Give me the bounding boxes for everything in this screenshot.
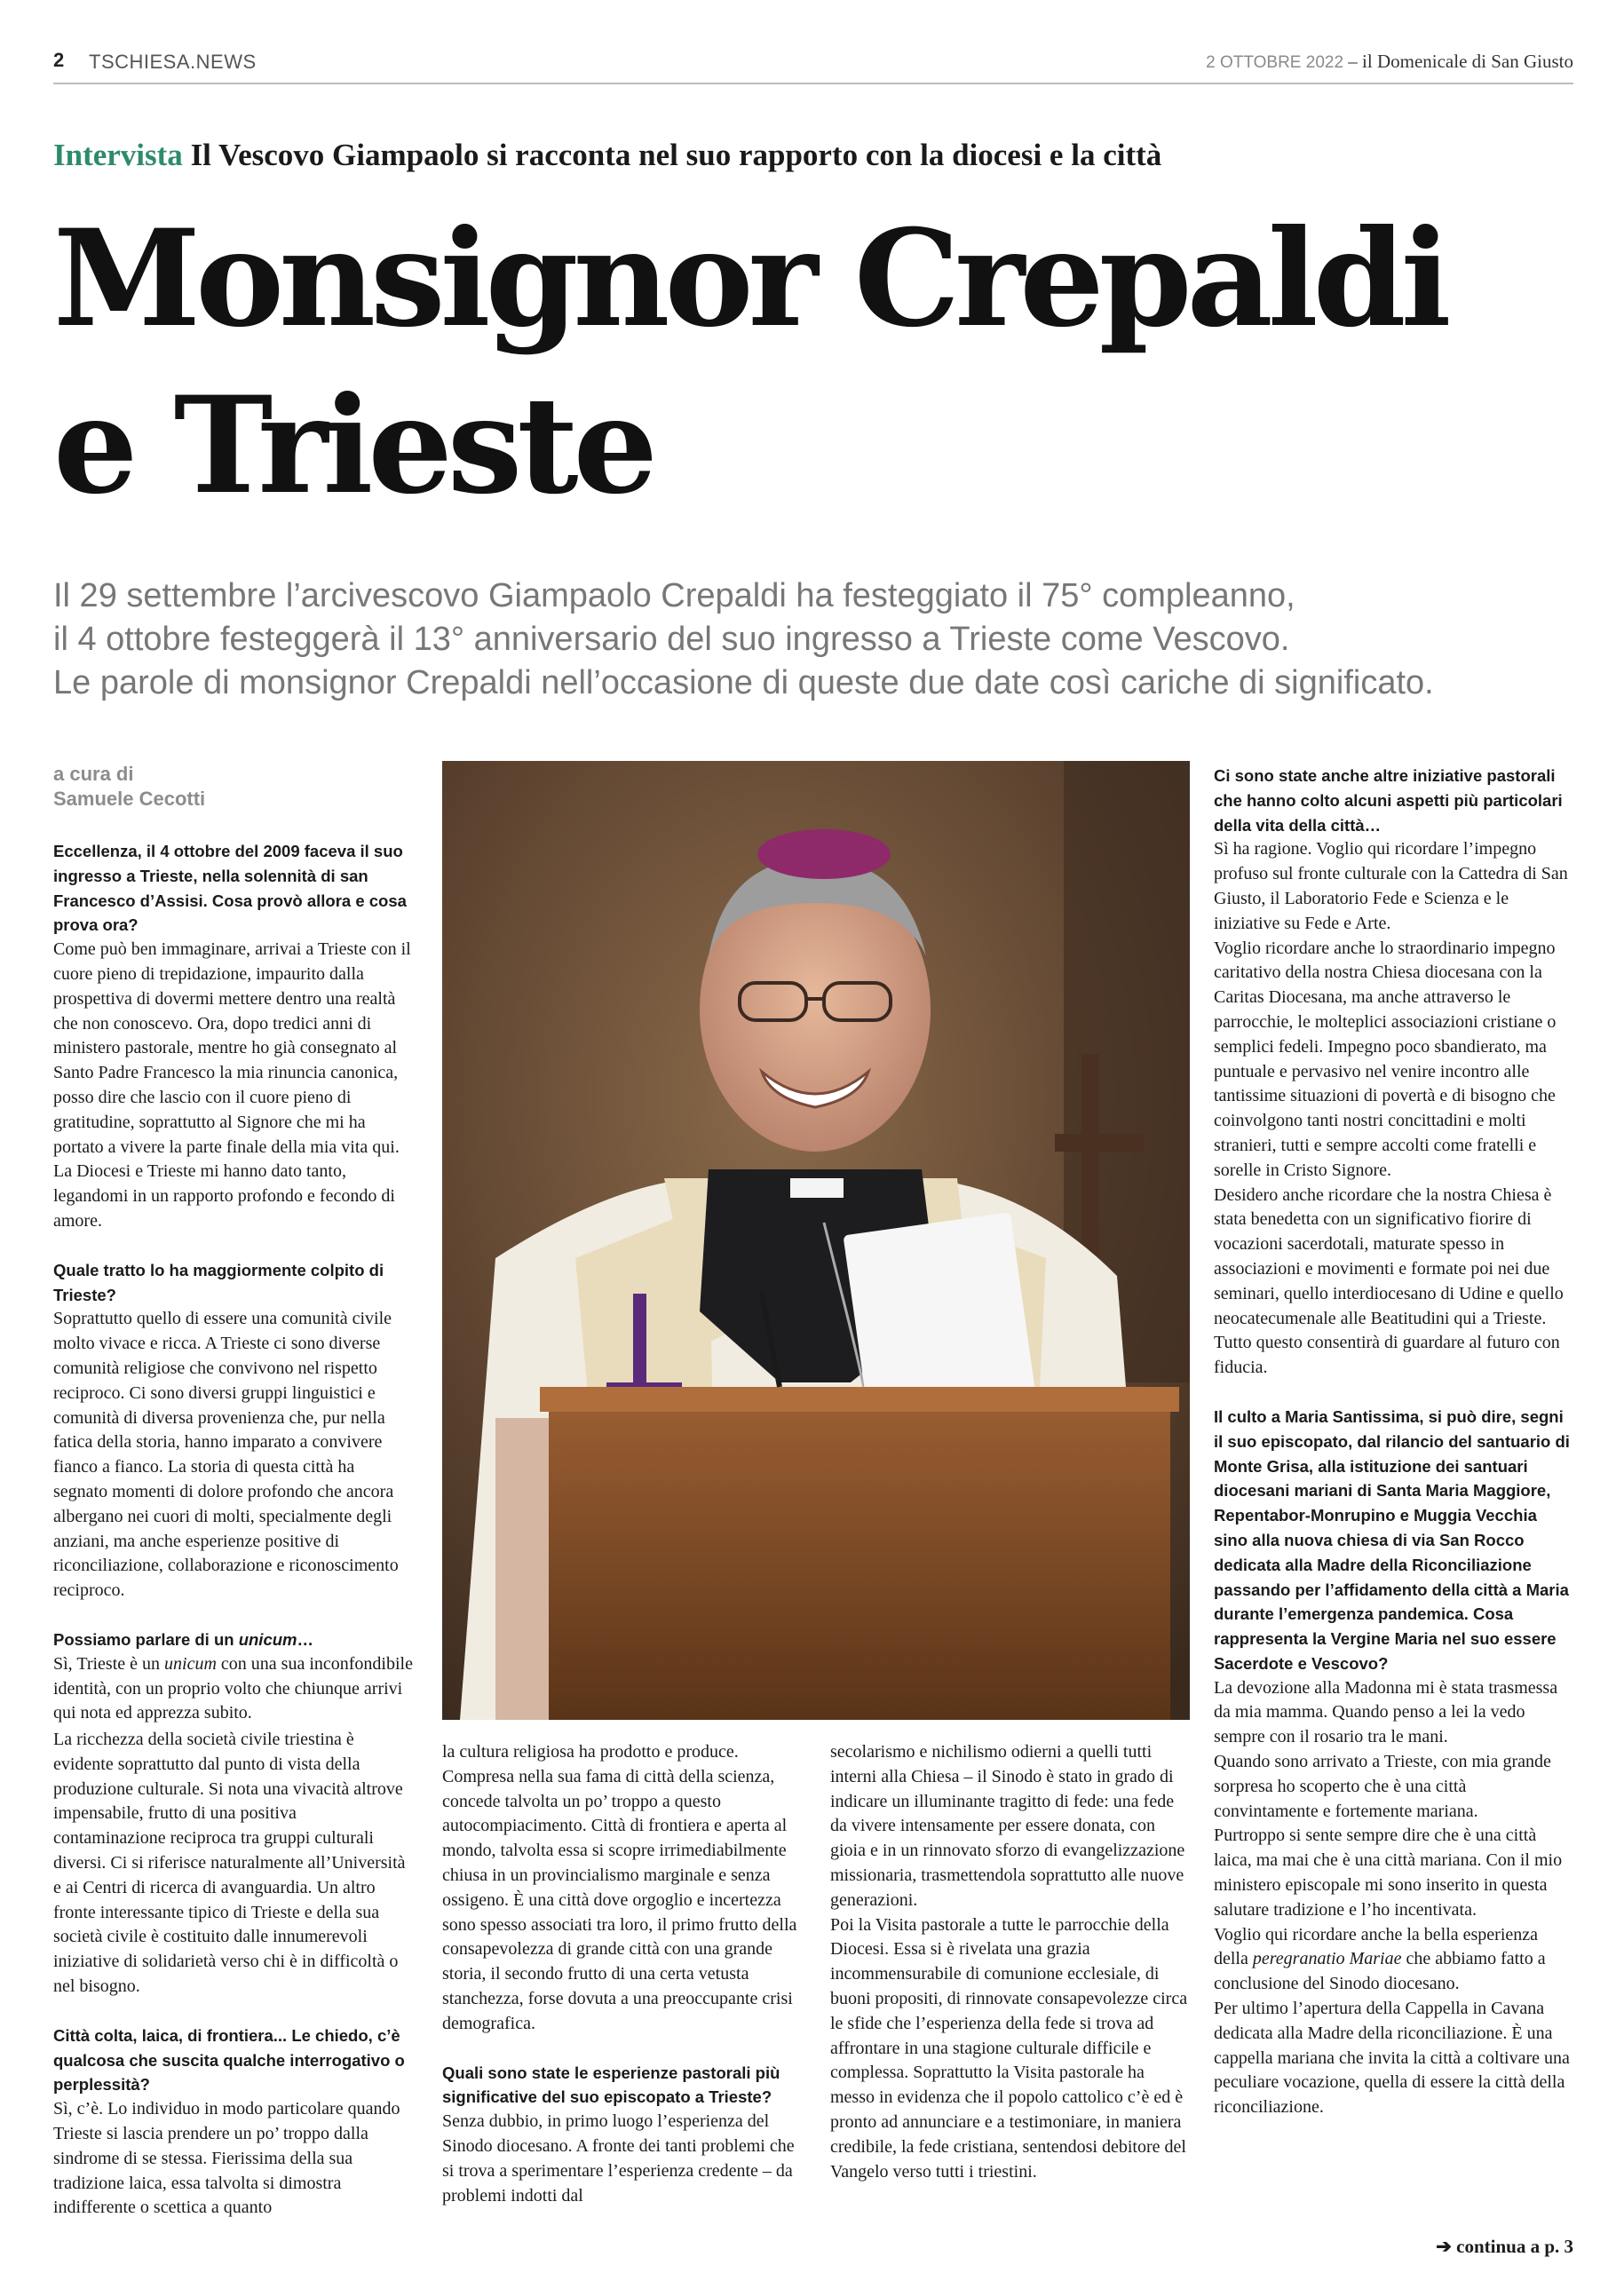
question-4: Città colta, laica, di frontiera... Le chiedo, c’è qualcosa che suscita qualche interrogativo o perplessità? [53,2025,405,2095]
continue-link[interactable]: ➔ continua a p. 3 [1436,2236,1573,2257]
page-number: 2 [53,49,65,71]
question-6: Ci sono state anche altre iniziative pastorali che hanno colto alcuni aspetti più particolari della vita della città… [1214,766,1563,835]
answer-4: Sì, c’è. Lo individuo in modo particolare quando Trieste si lascia prendere un po’ troppo dalla sindrome di se stessa. Fierissima della sua tradizione laica, essa talvolta si dimostra indifferente o scettica a quanto [53,2099,400,2218]
standfirst-line: il 4 ottobre festeggerà il 13° anniversario del suo ingresso a Trieste come Vescovo. [53,621,1290,658]
bishop-photo [442,761,1190,1720]
headline-line-1: Monsignor Crepaldi [53,201,1446,357]
answer-6-paragraph-2: Voglio ricordare anche lo straordinario impegno caritativo della nostra Chiesa diocesana con la Caritas Diocesana, ma anche attraverso le parrocchie, le molteplici associazioni cristiane o semplici fedeli. Impegno poco sbandierato, ma puntuale e pervasivo nel venire incontro alle tantissime situazioni di povertà e di bisogno che coinvolgono tanti nostri concittadini e molti stranieri, tutti e sempre accolti come fratelli e sorelle in Cristo Signore. [1214,938,1557,1180]
article-column-2 [442,1740,802,2208]
publication-name: il Domenicale di San Giusto [1362,51,1573,72]
article-column-4 [1214,764,1573,2120]
article-column-3 [830,1740,1190,2184]
issue-info [1206,51,1573,73]
answer-5-continued: secolarismo e nichilismo odierni a quelli tutti interni alla Chiesa – il Sinodo è stato in grado di indicare un illuminante tragitto di fede: una fede da vivere intensamente per essere donata, con gioia e in un rinnovato sforzo di evangelizzazione missionaria, trasmettendola soprattutto alle nuove generazioni. [830,1742,1185,1910]
answer-2: Soprattutto quello di essere una comunità civile molto vivace e ricca. A Trieste ci sono diverse comunità religiose che convivono nel rispetto reciproco. Ci sono diversi gruppi linguistici e comunità di diversa provenienza che, pur nella fatica della storia, hanno imparato a convivere fianco a fianco. La storia di questa città ha segnato momenti di dolore profondo che ancora albergano nei cuori di molti, specialmente degli anziani, ma anche esperienze positive di riconciliazione, collaborazione e riconoscimento reciproco. [53,1309,399,1601]
answer-5: Senza dubbio, in primo luogo l’esperienza del Sinodo diocesano. A fronte dei tanti problemi che si trova a sperimentare l’esperienza credente – da problemi indotti dal [442,2111,795,2206]
question-5: Quali sono state le esperienze pastorali più significative del suo episcopato a Trieste? [442,2063,780,2107]
byline-author: Samuele Cecotti [53,788,206,810]
question-2: Quale tratto lo ha maggiormente colpito di Trieste? [53,1260,384,1304]
byline [53,762,435,812]
running-header [53,49,1573,84]
byline-prefix: a cura di [53,763,134,785]
answer-7-paragraph-4: Voglio qui ricordare anche la bella esperienza della peregranatio Mariae che abbiamo fatto a conclusione del Sinodo diocesano. [1214,1924,1546,1994]
answer-5-paragraph-2: Poi la Visita pastorale a tutte le parrocchie della Diocesi. Essa si è rivelata una grazia incommensurabile di comunione ecclesiale, di buoni propositi, di rinnovate consapevolezze circa le sfide che l’esperienza della fede si trova ad affrontare in una stagione culturale difficile e complessa. Soprattutto la Visita pastorale ha messo in evidenza che il popolo cattolico c’è ed è pronto ad annunciare e a testimoniare, in maniera credibile, la fede cristiana, sentendosi debitore del Vangelo verso tutti i triestini. [830,1914,1188,2182]
question-7: Il culto a Maria Santissima, si può dire, segni il suo episcopato, dal rilancio del santuario di Monte Grisa, alla istituzione dei santuari diocesani mariani di Santa Maria Maggiore, Repentabor-Monrupino e Muggia Vecchia sino alla nuova chiesa di via San Rocco dedicata alla Madre della Riconciliazione passando per l’affidamento della città a Maria durante l’emergenza pandemica. Cosa rappresenta la Vergine Maria nel suo essere Sacerdote e Vescovo? [1214,1406,1570,1673]
kicker [53,138,1573,173]
site-name[interactable]: TSCHIESA.NEWS [89,51,257,73]
answer-6-paragraph-1: Sì ha ragione. Voglio qui ricordare l’impegno profuso sul fronte culturale con la Cattedra di San Giusto, il Laboratorio Fede e Scienza e le iniziative su Fede e Arte. [1214,839,1568,933]
issue-date: 2 OTTOBRE 2022 [1206,53,1344,72]
answer-3: Sì, Trieste è un unicum con una sua inconfondibile identità, con un proprio volto che chiunque arrivi qui nota ed apprezza subito. [53,1653,413,1723]
bishop-photo-illustration [442,761,1190,1720]
standfirst-line: Il 29 settembre l’arcivescovo Giampaolo Crepaldi ha festeggiato il 75° compleanno, [53,577,1295,614]
standfirst [53,574,1573,705]
kicker-text: Il Vescovo Giampaolo si racconta nel suo rapporto con la diocesi e la città [190,138,1162,172]
headline [53,195,1573,529]
answer-1: Come può ben immaginare, arrivai a Trieste con il cuore pieno di trepidazione, impaurito dalla prospettiva di dovermi mettere dentro una realtà che non conoscevo. Ora, dopo tredici anni di ministero pastorale, mentre ho già consegnato al Santo Padre Francesco la mia rinuncia canonica, posso dire che lascio con il cuore pieno di gratitudine, soprattutto al Signore che mi ha portato a vivere la parte finale della mia vita qui. La Diocesi e Trieste mi hanno dato tanto, legandomi in un rapporto profondo e fecondo di amore. [53,939,411,1231]
answer-6-paragraph-4: Tutto questo consentirà di guardare al futuro con fiducia. [1214,1333,1560,1378]
standfirst-line: Le parole di monsignor Crepaldi nell’occasione di queste due date così cariche di significato. [53,664,1434,701]
answer-7-paragraph-2: Quando sono arrivato a Trieste, con mia grande sorpresa ho scoperto che è una città convintamente e fortemente mariana. [1214,1752,1551,1821]
answer-7-paragraph-5: Per ultimo l’apertura della Cappella in Cavana dedicata alla Madre della riconciliazione. È una cappella mariana che invita la città a coltivare una peculiare vocazione, quella di essere la città della riconciliazione. [1214,1999,1570,2118]
kicker-label: Intervista [53,138,183,172]
answer-7-paragraph-1: La devozione alla Madonna mi è stata trasmessa da mia mamma. Quando penso a lei la vedo sempre con il rosario tra le mani. [1214,1677,1558,1747]
article-column-1-lower [53,1728,413,2221]
headline-line-2: e Trieste [53,368,653,524]
answer-3-continued: La ricchezza della società civile triestina è evidente soprattutto dal punto di vista della produzione culturale. Si nota una vivacità altrove impensabile, frutto di una positiva contaminazione reciproca tra gruppi culturali diversi. Ci si riferisce naturalmente all’Università e ai Centri di ricerca di avanguardia. Un altro fronte interessante tipico di Trieste e della sua società civile è costituito dalle innumerevoli iniziative di solidarietà verso chi è in difficoltà o nel bisogno. [53,1730,406,1996]
question-3: Possiamo parlare di un unicum… [53,1629,313,1649]
answer-6-paragraph-3: Desidero anche ricordare che la nostra Chiesa è stata benedetta con un significativo fiorire di vocazioni sacerdotali, maturate spesso in associazioni e movimenti e formate poi nei due seminari, quello interdiocesano di Udine e quello neocatecumenale alle Beatitudini qui a Trieste. [1214,1184,1564,1328]
answer-4-continued: la cultura religiosa ha prodotto e produce. Compresa nella sua fama di città della scienza, concede talvolta un po’ troppo a questo autocompiacimento. Città di frontiera e aperta al mondo, talvolta essa si scopre irrimediabilmente chiusa in un provincialismo marginale e senza ossigeno. È una città dove orgoglio e incertezza sono spesso associati tra loro, il primo frutto della consapevolezza di grande città con una grande storia, il secondo frutto di una certa vetusta stanchezza, forse dovuta a una preoccupante crisi demografica. [442,1742,797,2033]
header-separator: – [1343,51,1363,72]
question-1: Eccellenza, il 4 ottobre del 2009 faceva il suo ingresso a Trieste, nella solennità di san Francesco d’Assisi. Cosa provò allora e cosa prova ora? [53,842,407,935]
article-column-1 [53,839,413,1726]
answer-7-paragraph-3: Purtroppo si sente sempre dire che è una città laica, ma mai che è una città mariana. Con il mio ministero episcopale mi sono inserito in questa salutare tradizione e l’ho incentivata. [1214,1826,1563,1920]
